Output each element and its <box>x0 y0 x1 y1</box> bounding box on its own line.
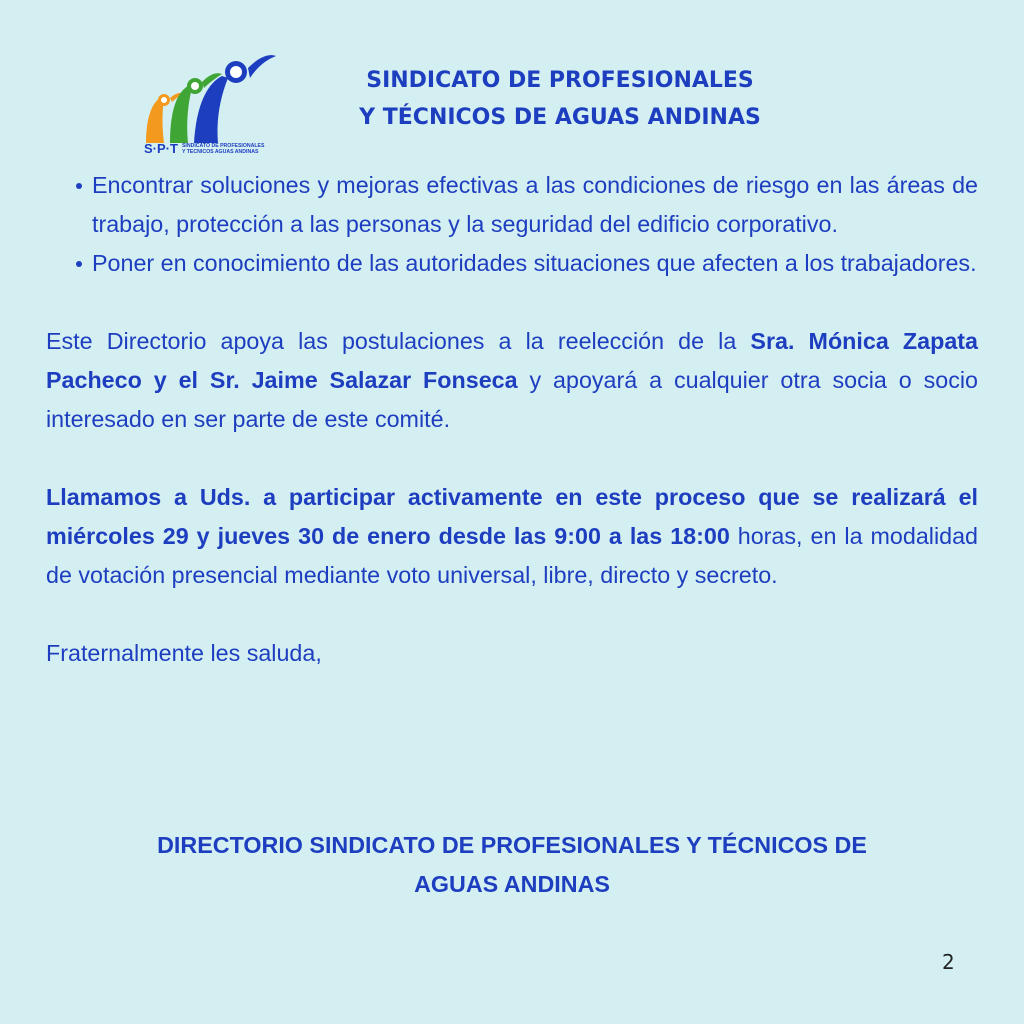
header <box>0 0 1024 170</box>
bullet-list <box>46 166 978 283</box>
support-paragraph <box>46 322 978 439</box>
candidates-names: Sra. Mónica Zapata Pacheco y el Sr. Jaime Salazar Fonseca <box>46 328 978 393</box>
logo-small-text <box>182 143 292 155</box>
bullet-item: Encontrar soluciones y mejoras efectivas a las condiciones de riesgo en las áreas de trabajo, protección a las personas y la seguridad del edificio corporativo. <box>92 166 978 244</box>
logo-abbreviation: S·P·T <box>144 141 178 156</box>
logo-small-text-line2: Y TECNICOS AGUAS ANDINAS <box>181 148 259 155</box>
call-to-vote-rest: horas, en la modalidad de votación presencial mediante voto universal, libre, directo y secreto. <box>46 523 978 588</box>
page-number: 2 <box>942 950 955 974</box>
signature <box>46 826 978 904</box>
title-line1: SINDICATO DE PROFESIONALES <box>366 68 754 93</box>
signature-line1: DIRECTORIO SINDICATO DE PROFESIONALES Y TÉCNICOS DE <box>157 832 867 858</box>
call-to-vote-bold: Llamamos a Uds. a participar activamente en este proceso que se realizará el miércoles 29 y jueves 30 de enero desde las 9:00 a las 18:00 <box>46 484 978 549</box>
support-text-1: Este Directorio apoya las postulaciones a la reelección de la <box>46 328 751 354</box>
signature-line2: AGUAS ANDINAS <box>414 871 610 897</box>
letter-body <box>46 166 978 673</box>
support-text-2: y apoyará a cualquier otra socia o socio interesado en ser parte de este comité. <box>46 367 978 432</box>
title-line2: Y TÉCNICOS DE AGUAS ANDINAS <box>359 105 761 130</box>
closing-line: Fraternalmente les saluda, <box>46 640 322 666</box>
call-to-vote-paragraph <box>46 478 978 595</box>
logo-caption <box>144 141 292 156</box>
logo-small-text-line1: SINDICATO DE PROFESIONALES <box>181 142 265 149</box>
bullet-item: Poner en conocimiento de las autoridades situaciones que afecten a los trabajadores. <box>92 244 978 283</box>
page-title <box>300 62 820 136</box>
